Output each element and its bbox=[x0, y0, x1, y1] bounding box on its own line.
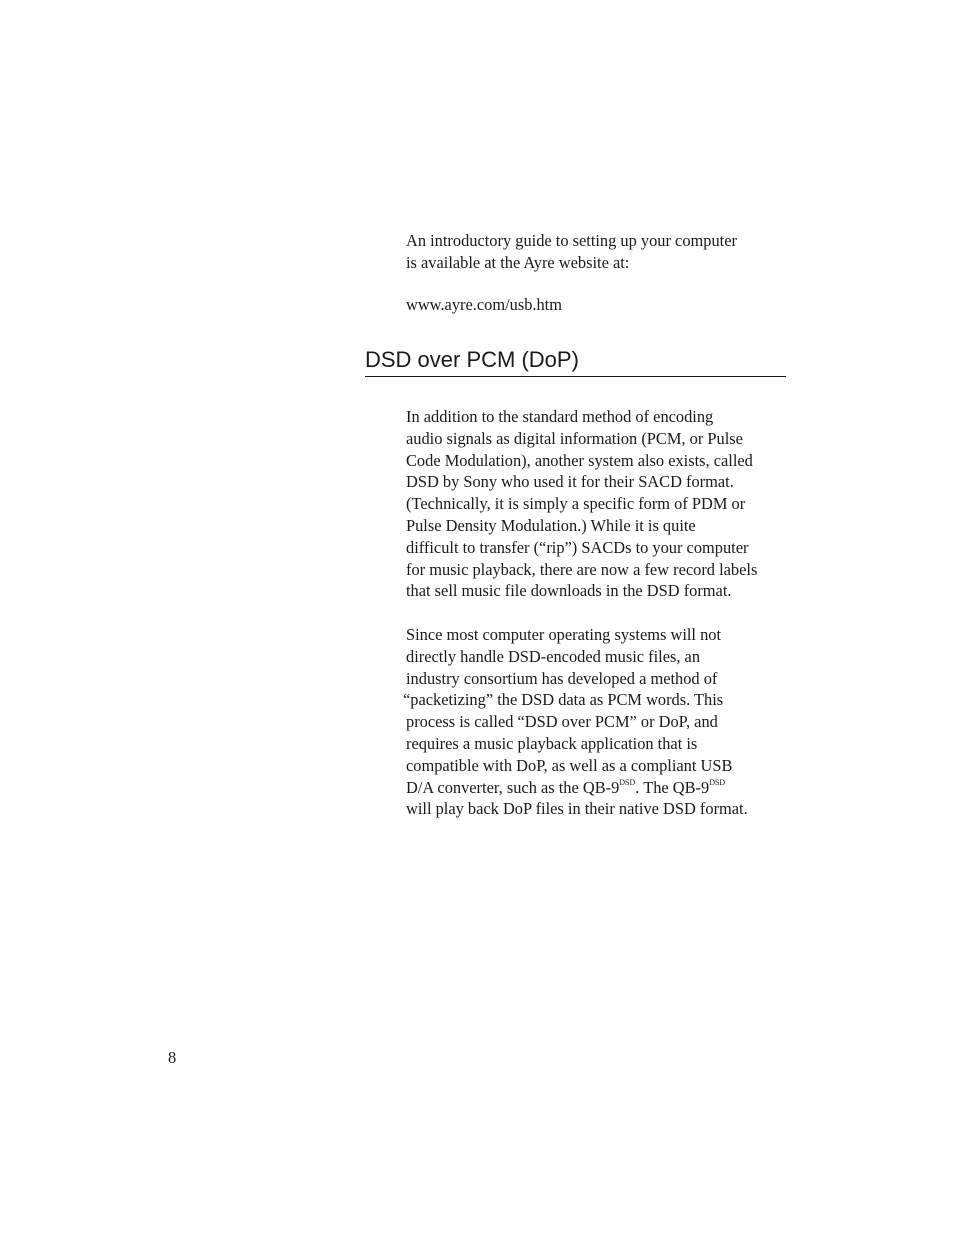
text-line: Since most computer operating systems will not bbox=[406, 625, 722, 644]
text-line: for music playback, there are now a few record labels bbox=[406, 559, 758, 579]
text-line: will play back DoP files in their native DSD format. bbox=[406, 799, 748, 819]
text-fragment: D/A converter, such as the QB-9 bbox=[406, 777, 620, 797]
dop-paragraph bbox=[403, 624, 790, 820]
text-line: is available at the Ayre website at: bbox=[406, 252, 630, 272]
superscript: DSD bbox=[709, 777, 726, 787]
text-line: DSD by Sony who used it for their SACD format. bbox=[406, 472, 734, 492]
text-line: In addition to the standard method of encoding bbox=[406, 407, 714, 426]
url-text: www.ayre.com/usb.htm bbox=[406, 295, 562, 314]
page-number: 8 bbox=[168, 1048, 177, 1067]
text-line: audio signals as digital information (PCM, or Pulse bbox=[406, 428, 743, 448]
text-line: Pulse Density Modulation.) While it is quite bbox=[406, 515, 696, 535]
dsd-intro-paragraph bbox=[406, 406, 790, 602]
text-line: process is called “DSD over PCM” or DoP, and bbox=[406, 712, 718, 732]
text-line: difficult to transfer (“rip”) SACDs to your computer bbox=[406, 537, 749, 557]
superscript: DSD bbox=[619, 777, 636, 787]
text-line: requires a music playback application that is bbox=[406, 733, 698, 753]
text-line: compatible with DoP, as well as a compliant USB bbox=[406, 755, 733, 775]
intro-paragraph bbox=[406, 230, 790, 274]
text-line: industry consortium has developed a method of bbox=[406, 668, 718, 688]
text-line: (Technically, it is simply a specific form of PDM or bbox=[406, 494, 746, 514]
text-line: directly handle DSD-encoded music files, an bbox=[406, 646, 701, 666]
text-line-with-superscript bbox=[406, 777, 790, 799]
text-line: “packetizing” the DSD data as PCM words. This bbox=[403, 690, 724, 710]
text-fragment: . The QB-9 bbox=[635, 777, 710, 797]
text-line: An introductory guide to setting up your computer bbox=[406, 231, 737, 250]
text-line: Code Modulation), another system also exists, called bbox=[406, 450, 753, 470]
text-line: that sell music file downloads in the DSD format. bbox=[406, 581, 732, 601]
section-heading: DSD over PCM (DoP) bbox=[365, 345, 786, 377]
website-url bbox=[406, 294, 790, 316]
